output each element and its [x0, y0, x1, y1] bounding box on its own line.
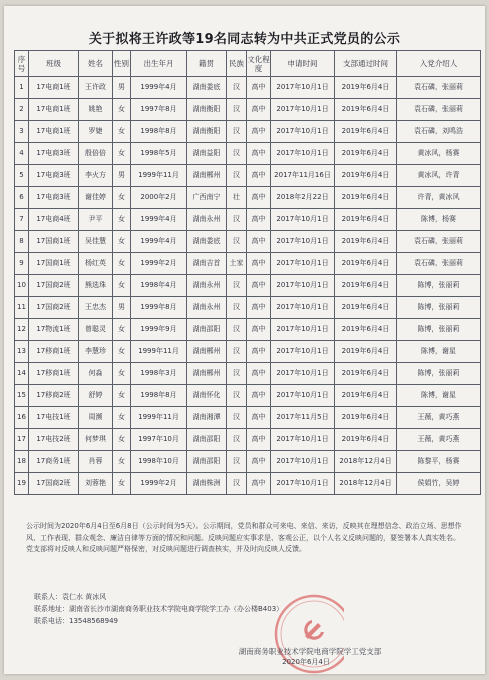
table-cell: 李火方 [79, 165, 113, 187]
table-cell: 17国商2班 [29, 275, 79, 297]
table-cell: 2017年10月1日 [271, 143, 335, 165]
table-cell: 2018年2月22日 [271, 187, 335, 209]
table-cell: 女 [113, 385, 131, 407]
table-cell: 17电商1班 [29, 99, 79, 121]
table-cell: 熊选珠 [79, 275, 113, 297]
table-cell: 侯娟竹，吴婷 [397, 473, 481, 495]
table-cell: 2019年6月4日 [335, 99, 397, 121]
table-cell: 2017年11月16日 [271, 165, 335, 187]
table-cell: 1999年11月 [131, 407, 187, 429]
table-cell: 高中 [247, 275, 271, 297]
table-cell: 高中 [247, 297, 271, 319]
table-cell: 袁石磷，刘鸣浩 [397, 121, 481, 143]
table-cell: 高中 [247, 385, 271, 407]
table-cell: 湖南邵阳 [187, 319, 227, 341]
table-cell: 17国商2班 [29, 473, 79, 495]
table-cell: 1998年3月 [131, 363, 187, 385]
table-cell: 1998年8月 [131, 385, 187, 407]
table-cell: 17电商1班 [29, 77, 79, 99]
table-cell: 8 [15, 231, 29, 253]
table-row [15, 297, 481, 319]
table-cell: 2019年6月4日 [335, 209, 397, 231]
table-cell: 高中 [247, 473, 271, 495]
table-cell: 1999年4月 [131, 77, 187, 99]
table-row [15, 187, 481, 209]
table-cell: 湖南娄底 [187, 231, 227, 253]
table-row [15, 341, 481, 363]
table-cell: 17电技2班 [29, 429, 79, 451]
table-cell: 汉 [227, 341, 247, 363]
table-cell: 汉 [227, 77, 247, 99]
table-cell: 女 [113, 429, 131, 451]
table-cell: 2019年6月4日 [335, 363, 397, 385]
table-cell: 3 [15, 121, 29, 143]
table-cell: 王许政 [79, 77, 113, 99]
table-cell: 湖南郴州 [187, 363, 227, 385]
table-cell: 罗婕 [79, 121, 113, 143]
table-cell: 曾聪灵 [79, 319, 113, 341]
table-cell: 谢佳婷 [79, 187, 113, 209]
table-cell: 高中 [247, 209, 271, 231]
table-row [15, 363, 481, 385]
table-cell: 17国商2班 [29, 297, 79, 319]
table-row [15, 77, 481, 99]
table-cell: 殷倍倍 [79, 143, 113, 165]
column-header: 性别 [113, 51, 131, 77]
table-cell: 湖南衡阳 [187, 99, 227, 121]
table-cell: 尹平 [79, 209, 113, 231]
table-cell: 袁石磷，张丽莉 [397, 99, 481, 121]
table-cell: 袁石磷，张丽莉 [397, 77, 481, 99]
table-cell: 湖南吉首 [187, 253, 227, 275]
table-cell: 许青，黄冰风 [397, 187, 481, 209]
table-cell: 汉 [227, 165, 247, 187]
table-cell: 1998年4月 [131, 275, 187, 297]
table-cell: 17 [15, 429, 29, 451]
table-cell: 陈博，张丽莉 [397, 275, 481, 297]
table-cell: 汉 [227, 121, 247, 143]
table-cell: 高中 [247, 99, 271, 121]
table-cell: 陈黎平，杨赛 [397, 451, 481, 473]
table-cell: 黄冰风，杨赛 [397, 143, 481, 165]
table-cell: 18 [15, 451, 29, 473]
table-cell: 何淼 [79, 363, 113, 385]
table-cell: 2017年10月1日 [271, 99, 335, 121]
table-row [15, 429, 481, 451]
table-cell: 2017年10月1日 [271, 231, 335, 253]
table-row [15, 319, 481, 341]
table-row [15, 165, 481, 187]
table-cell: 2019年6月4日 [335, 341, 397, 363]
table-cell: 1998年5月 [131, 143, 187, 165]
table-cell: 17物流1班 [29, 319, 79, 341]
table-cell: 2017年10月1日 [271, 385, 335, 407]
table-cell: 高中 [247, 165, 271, 187]
table-cell: 土家 [227, 253, 247, 275]
table-cell: 女 [113, 253, 131, 275]
contact-address: 联系地址：湖南省长沙市湖南商务职业技术学院电商学院学工办（办公楼B403） [34, 605, 284, 613]
table-cell: 湖南邵阳 [187, 451, 227, 473]
table-cell: 周濒 [79, 407, 113, 429]
table-cell: 姚艳 [79, 99, 113, 121]
table-cell: 陈博，杨赛 [397, 209, 481, 231]
table-cell: 湖南益阳 [187, 143, 227, 165]
table-cell: 高中 [247, 407, 271, 429]
table-row [15, 209, 481, 231]
table-cell: 袁石磷，张丽莉 [397, 253, 481, 275]
table-cell: 陈博，谢星 [397, 385, 481, 407]
table-cell: 汉 [227, 363, 247, 385]
table-cell: 17商务1班 [29, 451, 79, 473]
notice-paragraph: 公示时间为2020年6月4日至6月8日（公示时间为5天）。公示期间，党员和群众可来电、来信、来访，反映其在理想信念、政治立场、思想作风、工作表现、群众观念、廉洁自律等方面的情况和问题。反映问题应实事求是、客观公正，以个人名义反映问题的，要签署本人真实姓名。党支部将对反映人和反映问题严格保密，对反映问题进行调查核实，并及时向反映人反馈。 [26, 522, 462, 553]
table-cell: 陈博，谢星 [397, 341, 481, 363]
table-cell: 2017年10月1日 [271, 363, 335, 385]
table-cell: 汉 [227, 407, 247, 429]
table-cell: 湖南怀化 [187, 385, 227, 407]
table-cell: 湖南衡阳 [187, 121, 227, 143]
table-cell: 高中 [247, 231, 271, 253]
table-cell: 高中 [247, 77, 271, 99]
table-row [15, 407, 481, 429]
table-cell: 17移商2班 [29, 385, 79, 407]
notice-text [26, 521, 466, 556]
table-cell: 7 [15, 209, 29, 231]
table-cell: 2017年10月1日 [271, 77, 335, 99]
table-cell: 2017年10月1日 [271, 429, 335, 451]
table-cell: 1998年10月 [131, 451, 187, 473]
table-cell: 高中 [247, 319, 271, 341]
table-row [15, 121, 481, 143]
table-cell: 汉 [227, 451, 247, 473]
table-cell: 陈博，张丽莉 [397, 363, 481, 385]
table-cell: 女 [113, 121, 131, 143]
table-cell: 2017年10月1日 [271, 209, 335, 231]
table-cell: 高中 [247, 121, 271, 143]
table-row [15, 451, 481, 473]
table-cell: 陈博，张丽莉 [397, 319, 481, 341]
table-cell: 2017年10月1日 [271, 451, 335, 473]
table-cell: 4 [15, 143, 29, 165]
table-cell: 1999年2月 [131, 253, 187, 275]
table-cell: 2019年6月4日 [335, 253, 397, 275]
table-cell: 2019年6月4日 [335, 77, 397, 99]
table-cell: 肖蓉 [79, 451, 113, 473]
table-cell: 2017年10月1日 [271, 121, 335, 143]
table-cell: 男 [113, 297, 131, 319]
table-cell: 2017年11月5日 [271, 407, 335, 429]
table-cell: 5 [15, 165, 29, 187]
table-cell: 袁石磷，张丽莉 [397, 231, 481, 253]
column-header: 姓名 [79, 51, 113, 77]
table-cell: 湖南永州 [187, 275, 227, 297]
table-cell: 2019年6月4日 [335, 231, 397, 253]
table-cell: 高中 [247, 363, 271, 385]
table-cell: 2019年6月4日 [335, 121, 397, 143]
table-cell: 17电商4班 [29, 209, 79, 231]
table-cell: 11 [15, 297, 29, 319]
table-cell: 女 [113, 363, 131, 385]
table-cell: 女 [113, 231, 131, 253]
table-cell: 湖南株洲 [187, 473, 227, 495]
table-cell: 2017年10月1日 [271, 341, 335, 363]
table-cell: 2019年6月4日 [335, 407, 397, 429]
table-cell: 高中 [247, 253, 271, 275]
table-cell: 湖南邵阳 [187, 429, 227, 451]
table-cell: 高中 [247, 451, 271, 473]
table-cell: 女 [113, 451, 131, 473]
column-header: 班级 [29, 51, 79, 77]
table-cell: 17移商1班 [29, 341, 79, 363]
table-cell: 2019年6月4日 [335, 165, 397, 187]
table-cell: 2017年10月1日 [271, 319, 335, 341]
table-cell: 广西南宁 [187, 187, 227, 209]
table-cell: 2000年2月 [131, 187, 187, 209]
table-cell: 女 [113, 473, 131, 495]
table-cell: 王忠杰 [79, 297, 113, 319]
table-cell: 汉 [227, 231, 247, 253]
table-cell: 女 [113, 319, 131, 341]
table-cell: 2 [15, 99, 29, 121]
table-cell: 汉 [227, 275, 247, 297]
table-cell: 男 [113, 165, 131, 187]
table-cell: 1999年11月 [131, 341, 187, 363]
table-row [15, 385, 481, 407]
table-cell: 汉 [227, 143, 247, 165]
contact-phone: 联系电话：13548568949 [34, 617, 118, 625]
table-cell: 1999年4月 [131, 209, 187, 231]
table-cell: 2019年6月4日 [335, 429, 397, 451]
table-cell: 2019年6月4日 [335, 385, 397, 407]
table-cell: 17电商3班 [29, 165, 79, 187]
table-cell: 李慧珍 [79, 341, 113, 363]
table-cell: 女 [113, 275, 131, 297]
table-row [15, 275, 481, 297]
table-cell: 男 [113, 77, 131, 99]
table-cell: 2018年12月4日 [335, 473, 397, 495]
table-cell: 湖南郴州 [187, 341, 227, 363]
table-cell: 汉 [227, 473, 247, 495]
column-header: 民族 [227, 51, 247, 77]
table-cell: 高中 [247, 341, 271, 363]
table-cell: 舒婷 [79, 385, 113, 407]
sign-date: 2020年6月4日 [282, 658, 330, 666]
table-cell: 2019年6月4日 [335, 143, 397, 165]
table-cell: 刘蓉艳 [79, 473, 113, 495]
table-cell: 1997年8月 [131, 99, 187, 121]
table-cell: 女 [113, 407, 131, 429]
table-cell: 汉 [227, 319, 247, 341]
table-cell: 壮 [227, 187, 247, 209]
table-cell: 汉 [227, 297, 247, 319]
table-cell: 15 [15, 385, 29, 407]
contact-person: 联系人：袁仁水 黄冰风 [34, 593, 107, 601]
table-cell: 1998年8月 [131, 121, 187, 143]
table-cell: 2019年6月4日 [335, 297, 397, 319]
table-cell: 17电商3班 [29, 143, 79, 165]
table-cell: 17电技1班 [29, 407, 79, 429]
table-cell: 17国商1班 [29, 253, 79, 275]
table-cell: 2018年12月4日 [335, 451, 397, 473]
table-row [15, 231, 481, 253]
table-cell: 12 [15, 319, 29, 341]
table-cell: 1999年2月 [131, 473, 187, 495]
table-cell: 2019年6月4日 [335, 275, 397, 297]
table-cell: 19 [15, 473, 29, 495]
table-cell: 1997年10月 [131, 429, 187, 451]
document-page [4, 6, 485, 674]
table-cell: 女 [113, 143, 131, 165]
table-cell: 湖南永州 [187, 209, 227, 231]
table-cell: 1999年8月 [131, 297, 187, 319]
table-cell: 2019年6月4日 [335, 319, 397, 341]
table-cell: 何梦琪 [79, 429, 113, 451]
table-cell: 17电商3班 [29, 187, 79, 209]
table-cell: 1 [15, 77, 29, 99]
table-cell: 王薇，黄巧燕 [397, 407, 481, 429]
table-cell: 汉 [227, 99, 247, 121]
table-cell: 高中 [247, 187, 271, 209]
table-body [15, 77, 481, 495]
table-cell: 16 [15, 407, 29, 429]
table-cell: 湖南娄底 [187, 77, 227, 99]
candidate-table [14, 50, 481, 495]
table-cell: 女 [113, 99, 131, 121]
table-cell: 黄冰风，许青 [397, 165, 481, 187]
table-cell: 1999年9月 [131, 319, 187, 341]
table-cell: 高中 [247, 429, 271, 451]
column-header: 支部通过时间 [335, 51, 397, 77]
column-header: 序号 [15, 51, 29, 77]
table-cell: 陈博，张丽莉 [397, 297, 481, 319]
column-header: 入党介绍人 [397, 51, 481, 77]
table-header-row [15, 51, 481, 77]
table-cell: 2017年10月1日 [271, 253, 335, 275]
table-cell: 杨红英 [79, 253, 113, 275]
table-row [15, 99, 481, 121]
column-header: 文化程度 [247, 51, 271, 77]
table-cell: 1999年11月 [131, 165, 187, 187]
table-row [15, 143, 481, 165]
column-header: 籍贯 [187, 51, 227, 77]
table-cell: 王薇，黄巧燕 [397, 429, 481, 451]
table-cell: 汉 [227, 385, 247, 407]
signer-organization: 湖南商务职业技术学院电商学院学工党支部 [238, 647, 382, 656]
table-cell: 14 [15, 363, 29, 385]
table-cell: 17移商1班 [29, 363, 79, 385]
table-cell: 2019年6月4日 [335, 187, 397, 209]
column-header: 出生年月 [131, 51, 187, 77]
table-cell: 汉 [227, 429, 247, 451]
table-cell: 吴佳慧 [79, 231, 113, 253]
table-cell: 17国商1班 [29, 231, 79, 253]
page-title: 关于拟将王许政等19名同志转为中共正式党员的公示 [88, 32, 401, 47]
table-cell: 湖南郴州 [187, 165, 227, 187]
table-cell: 湖南湘潭 [187, 407, 227, 429]
table-cell: 女 [113, 187, 131, 209]
table-cell: 6 [15, 187, 29, 209]
column-header: 申请时间 [271, 51, 335, 77]
table-cell: 女 [113, 209, 131, 231]
table-cell: 女 [113, 341, 131, 363]
table-cell: 2017年10月1日 [271, 297, 335, 319]
table-cell: 13 [15, 341, 29, 363]
table-cell: 2017年10月1日 [271, 473, 335, 495]
table-row [15, 473, 481, 495]
table-cell: 1999年4月 [131, 231, 187, 253]
table-cell: 10 [15, 275, 29, 297]
table-cell: 汉 [227, 209, 247, 231]
table-cell: 17电商1班 [29, 121, 79, 143]
table-row [15, 253, 481, 275]
table-cell: 9 [15, 253, 29, 275]
table-cell: 高中 [247, 143, 271, 165]
table-cell: 湖南永州 [187, 297, 227, 319]
table-header [15, 51, 481, 77]
table-cell: 2017年10月1日 [271, 275, 335, 297]
